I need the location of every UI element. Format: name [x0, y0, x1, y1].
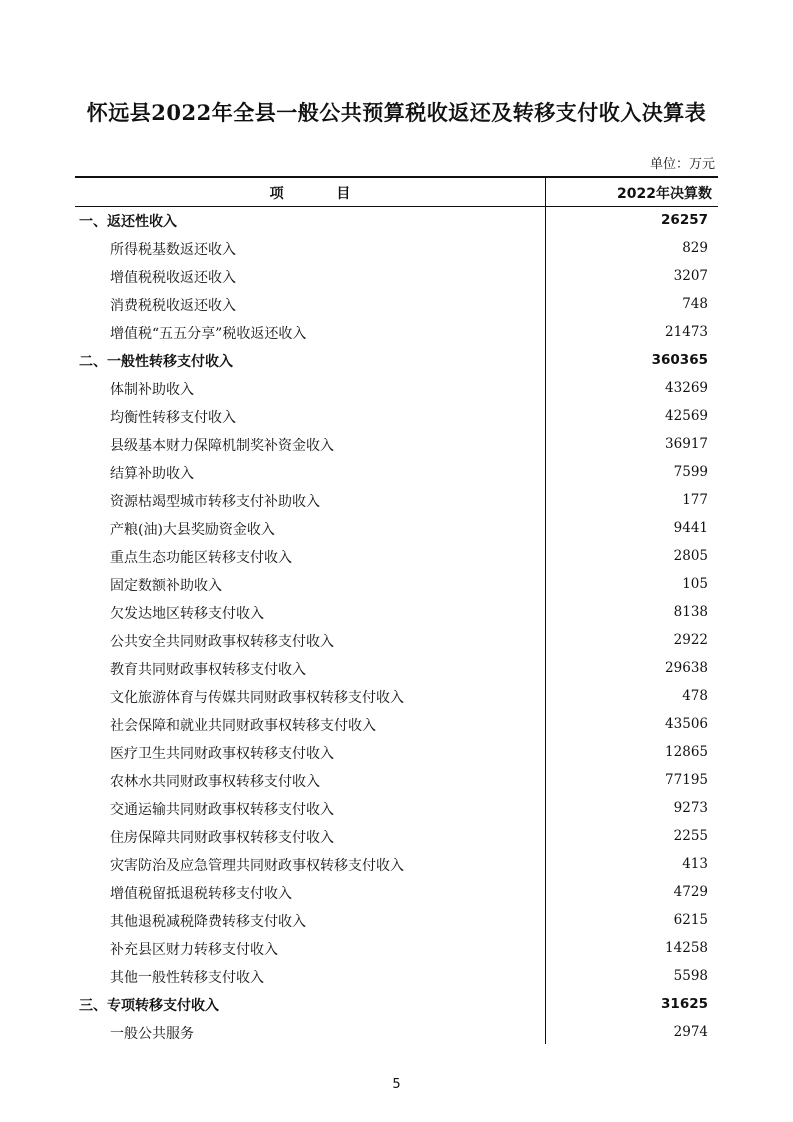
- row-value: 2974: [673, 1024, 708, 1040]
- row-value: 2805: [673, 548, 708, 564]
- row-value: 7599: [673, 464, 708, 480]
- row-value: 26257: [661, 212, 708, 228]
- table-row: [75, 571, 718, 599]
- row-value: 748: [682, 296, 708, 312]
- row-value: 4729: [673, 884, 708, 900]
- row-value: 31625: [661, 996, 708, 1012]
- row-value: 8138: [673, 604, 708, 620]
- header-value: 2022年决算数: [617, 186, 712, 202]
- row-label: 重点生态功能区转移支付收入: [110, 550, 292, 566]
- table-row: [75, 963, 718, 991]
- row-label: 增值税留抵退税转移支付收入: [110, 886, 292, 902]
- row-value: 36917: [665, 436, 708, 452]
- row-label: 社会保障和就业共同财政事权转移支付收入: [110, 718, 376, 734]
- row-label: 教育共同财政事权转移支付收入: [110, 662, 306, 678]
- category-row: [75, 991, 718, 1019]
- table-row: [75, 711, 718, 739]
- row-value: 9441: [673, 520, 708, 536]
- row-label: 交通运输共同财政事权转移支付收入: [110, 802, 334, 818]
- table-row: [75, 375, 718, 403]
- row-value: 9273: [673, 800, 708, 816]
- row-label: 产粮(油)大县奖励资金收入: [110, 522, 275, 538]
- table-row: [75, 655, 718, 683]
- row-label: 文化旅游体育与传媒共同财政事权转移支付收入: [110, 690, 404, 706]
- unit-label: 单位：万元: [649, 157, 715, 172]
- row-value: 43506: [665, 716, 708, 732]
- row-value: 177: [682, 492, 708, 508]
- table-row: [75, 487, 718, 515]
- table-row: [75, 599, 718, 627]
- table-row: [75, 403, 718, 431]
- table-row: [75, 515, 718, 543]
- row-label: 医疗卫生共同财政事权转移支付收入: [110, 746, 334, 762]
- row-label: 其他退税减税降费转移支付收入: [110, 914, 306, 930]
- table-row: [75, 851, 718, 879]
- page-title: 怀远县2022年全县一般公共预算税收返还及转移支付收入决算表: [86, 100, 707, 125]
- row-value: 360365: [651, 352, 708, 368]
- row-value: 413: [682, 856, 708, 872]
- table-row: [75, 543, 718, 571]
- row-label: 三、专项转移支付收入: [79, 998, 219, 1014]
- row-value: 14258: [665, 940, 708, 956]
- table-row: [75, 935, 718, 963]
- row-value: 29638: [665, 660, 708, 676]
- row-label: 结算补助收入: [110, 466, 194, 482]
- row-label: 增值税“五五分享”税收返还收入: [110, 326, 307, 342]
- table-row: [75, 291, 718, 319]
- row-value: 105: [682, 576, 708, 592]
- table-row: [75, 235, 718, 263]
- row-value: 3207: [673, 268, 708, 284]
- table-row: [75, 459, 718, 487]
- table-row: [75, 683, 718, 711]
- row-value: 21473: [665, 324, 708, 340]
- row-value: 12865: [665, 744, 708, 760]
- row-label: 住房保障共同财政事权转移支付收入: [110, 830, 334, 846]
- row-value: 829: [682, 240, 708, 256]
- row-value: 2922: [673, 632, 708, 648]
- row-label: 补充县区财力转移支付收入: [110, 942, 278, 958]
- row-label: 固定数额补助收入: [110, 578, 222, 594]
- table-row: [75, 627, 718, 655]
- row-label: 公共安全共同财政事权转移支付收入: [110, 634, 334, 650]
- table-row: [75, 795, 718, 823]
- table-row: [75, 907, 718, 935]
- table-row: [75, 739, 718, 767]
- row-label: 灾害防治及应急管理共同财政事权转移支付收入: [110, 858, 404, 874]
- table-body: [75, 207, 718, 1047]
- row-value: 77195: [665, 772, 708, 788]
- table-row: [75, 1019, 718, 1047]
- row-label: 增值税税收返还收入: [110, 270, 236, 286]
- header-item: 项 目: [269, 186, 351, 202]
- table-row: [75, 263, 718, 291]
- table-row: [75, 319, 718, 347]
- table-row: [75, 767, 718, 795]
- row-label: 农林水共同财政事权转移支付收入: [110, 774, 320, 790]
- row-label: 消费税税收返还收入: [110, 298, 236, 314]
- table-row: [75, 431, 718, 459]
- row-value: 43269: [665, 380, 708, 396]
- category-row: [75, 347, 718, 375]
- row-value: 5598: [673, 968, 708, 984]
- row-label: 其他一般性转移支付收入: [110, 970, 264, 986]
- table-row: [75, 879, 718, 907]
- row-value: 478: [682, 688, 708, 704]
- row-label: 二、一般性转移支付收入: [79, 354, 233, 370]
- row-label: 欠发达地区转移支付收入: [110, 606, 264, 622]
- row-label: 体制补助收入: [110, 382, 194, 398]
- category-row: [75, 207, 718, 235]
- row-value: 42569: [665, 408, 708, 424]
- row-label: 县级基本财力保障机制奖补资金收入: [110, 438, 334, 454]
- header-value-cell: [545, 183, 718, 203]
- table-row: [75, 823, 718, 851]
- row-label: 所得税基数返还收入: [110, 242, 236, 258]
- page-number: 5: [392, 1077, 401, 1092]
- row-label: 一、返还性收入: [79, 214, 177, 230]
- table-header: [75, 176, 718, 206]
- row-label: 资源枯竭型城市转移支付补助收入: [110, 494, 320, 510]
- row-label: 均衡性转移支付收入: [110, 410, 236, 426]
- row-label: 一般公共服务: [110, 1026, 194, 1042]
- row-value: 2255: [673, 828, 708, 844]
- row-value: 6215: [673, 912, 708, 928]
